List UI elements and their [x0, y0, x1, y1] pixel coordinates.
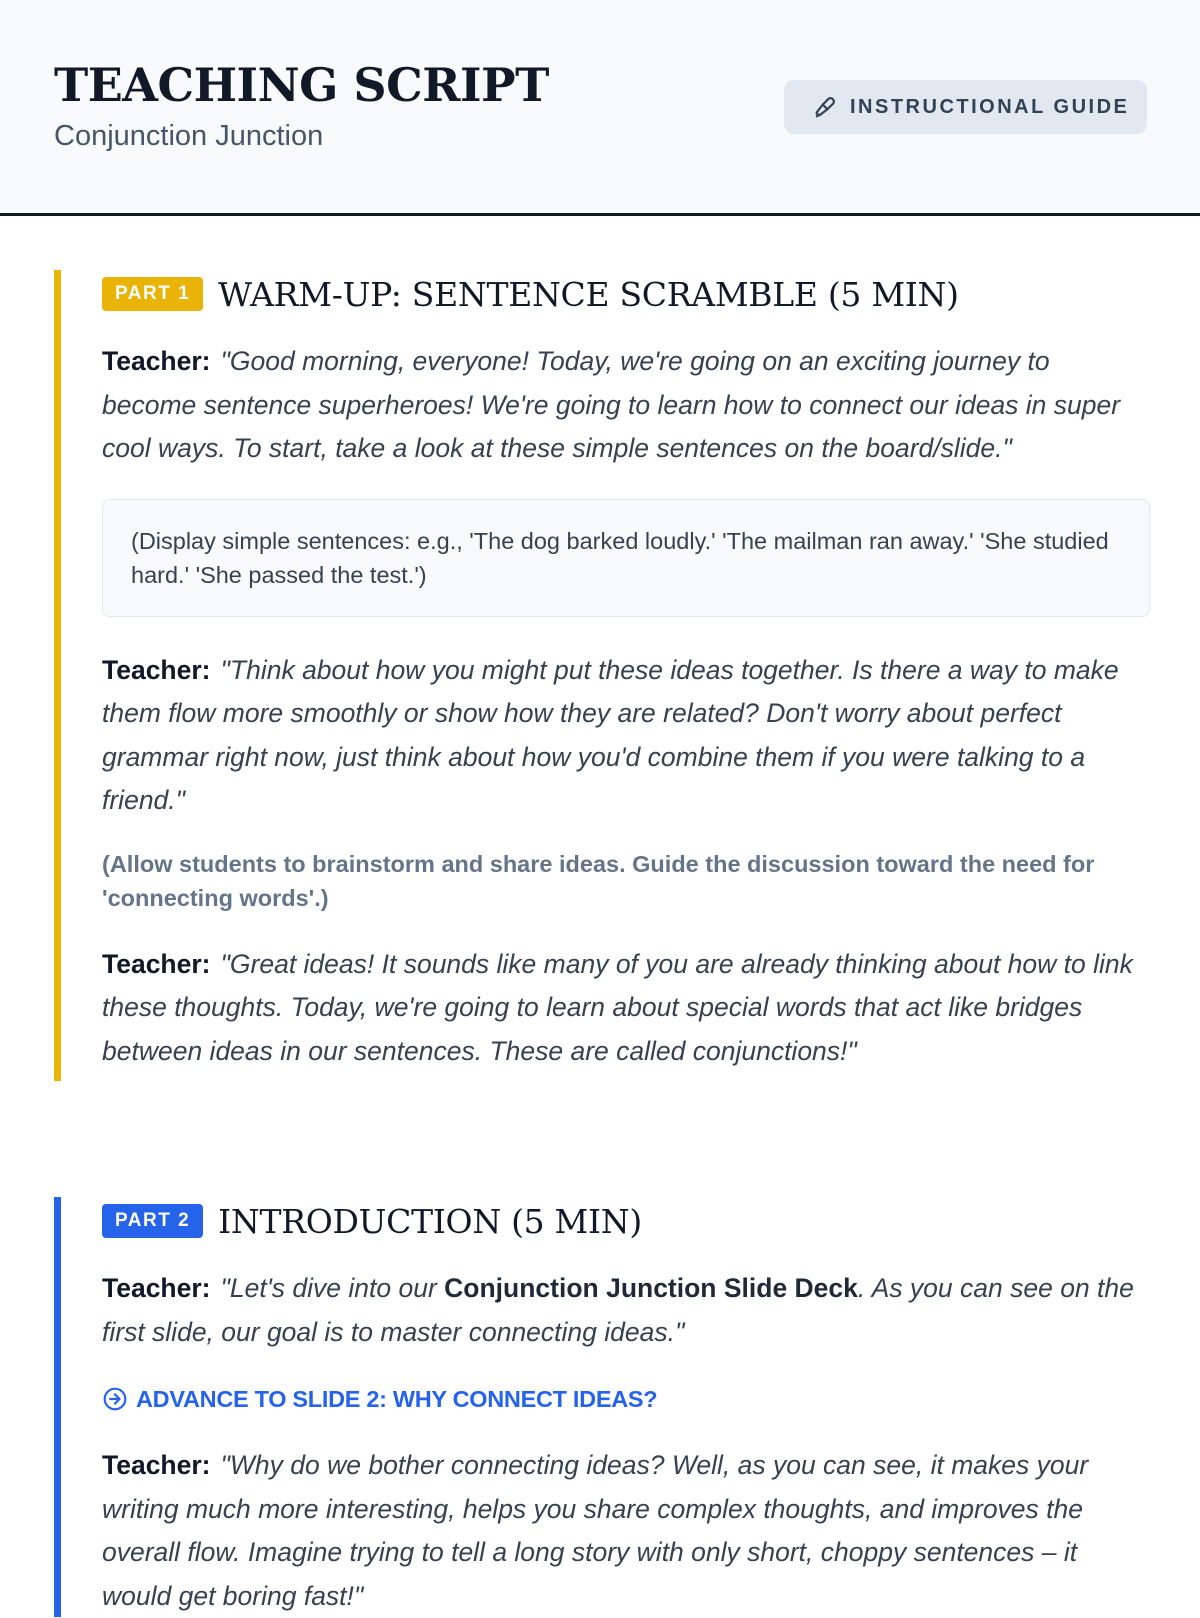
teacher-line — [102, 649, 1150, 823]
section-header — [102, 1197, 1150, 1245]
teacher-quote: "Let's dive into our — [220, 1273, 437, 1303]
speaker-label: Teacher: — [102, 1450, 211, 1480]
teacher-line — [102, 340, 1150, 471]
section-accent-bar — [54, 270, 61, 1081]
teacher-quote: "Think about how you might put these ideas together. Is there a way to make them flow more smoothly or show how they are related? Don't worry about perfect grammar right now, just think about how you'd combine them if you were talking to a friend." — [102, 654, 1119, 815]
teacher-quote: "Good morning, everyone! Today, we're going on an exciting journey to become sentence superheroes! We're going to learn how to connect our ideas in super cool ways. To start, take a look at these simple sentences on the board/slide." — [102, 346, 1121, 463]
teacher-line — [102, 943, 1150, 1074]
section-part-2 — [54, 1197, 1150, 1617]
section-accent-bar — [54, 1197, 61, 1617]
advance-slide-cue — [102, 1382, 1150, 1416]
teacher-quote: . As you can see on the first slide, our goal is to master connecting ideas." — [102, 1273, 1134, 1347]
display-instructions-box: (Display simple sentences: e.g., 'The dog barked loudly.' 'The mailman ran away.' 'She studied hard.' 'She passed the test.') — [102, 499, 1150, 617]
page-header — [0, 0, 1200, 216]
teacher-line — [102, 1444, 1150, 1618]
slide-deck-name: Conjunction Junction Slide Deck — [444, 1273, 858, 1303]
part-badge: PART 2 — [102, 1204, 203, 1238]
microphone-icon — [812, 94, 838, 120]
section-header — [102, 270, 1150, 318]
arrow-circle-right-icon — [102, 1386, 128, 1412]
speaker-label: Teacher: — [102, 346, 211, 376]
speaker-label: Teacher: — [102, 654, 211, 685]
teacher-quote: "Why do we bother connecting ideas? Well, as you can see, it makes your writing much more interesting, helps you share complex thoughts, and improves the overall flow. Imagine trying to tell a long story with only short, choppy sentences – it would get boring fast!" — [102, 1450, 1089, 1611]
teacher-line — [102, 1267, 1150, 1354]
speaker-label: Teacher: — [102, 948, 211, 979]
page-title: TEACHING SCRIPT — [54, 58, 549, 112]
section-title: WARM-UP: SENTENCE SCRAMBLE (5 MIN) — [218, 274, 959, 314]
teacher-quote: "Great ideas! It sounds like many of you are already thinking about how to link these thoughts. Today, we're going to learn about special words that act like bridges between ideas in our sentences. These are called conjunctions!" — [102, 948, 1133, 1066]
part-badge: PART 1 — [102, 277, 203, 311]
advance-slide-label: ADVANCE TO SLIDE 2: WHY CONNECT IDEAS? — [136, 1385, 658, 1412]
instructional-guide-label: INSTRUCTIONAL GUIDE — [850, 95, 1130, 118]
section-part-1 — [54, 270, 1150, 1081]
section-title: INTRODUCTION (5 MIN) — [218, 1201, 642, 1241]
page-subtitle: Conjunction Junction — [54, 120, 324, 152]
speaker-label: Teacher: — [102, 1273, 211, 1303]
instructional-guide-badge — [784, 80, 1147, 134]
stage-direction: (Allow students to brainstorm and share ideas. Guide the discussion toward the need for 'connecting words'.) — [102, 850, 1095, 911]
